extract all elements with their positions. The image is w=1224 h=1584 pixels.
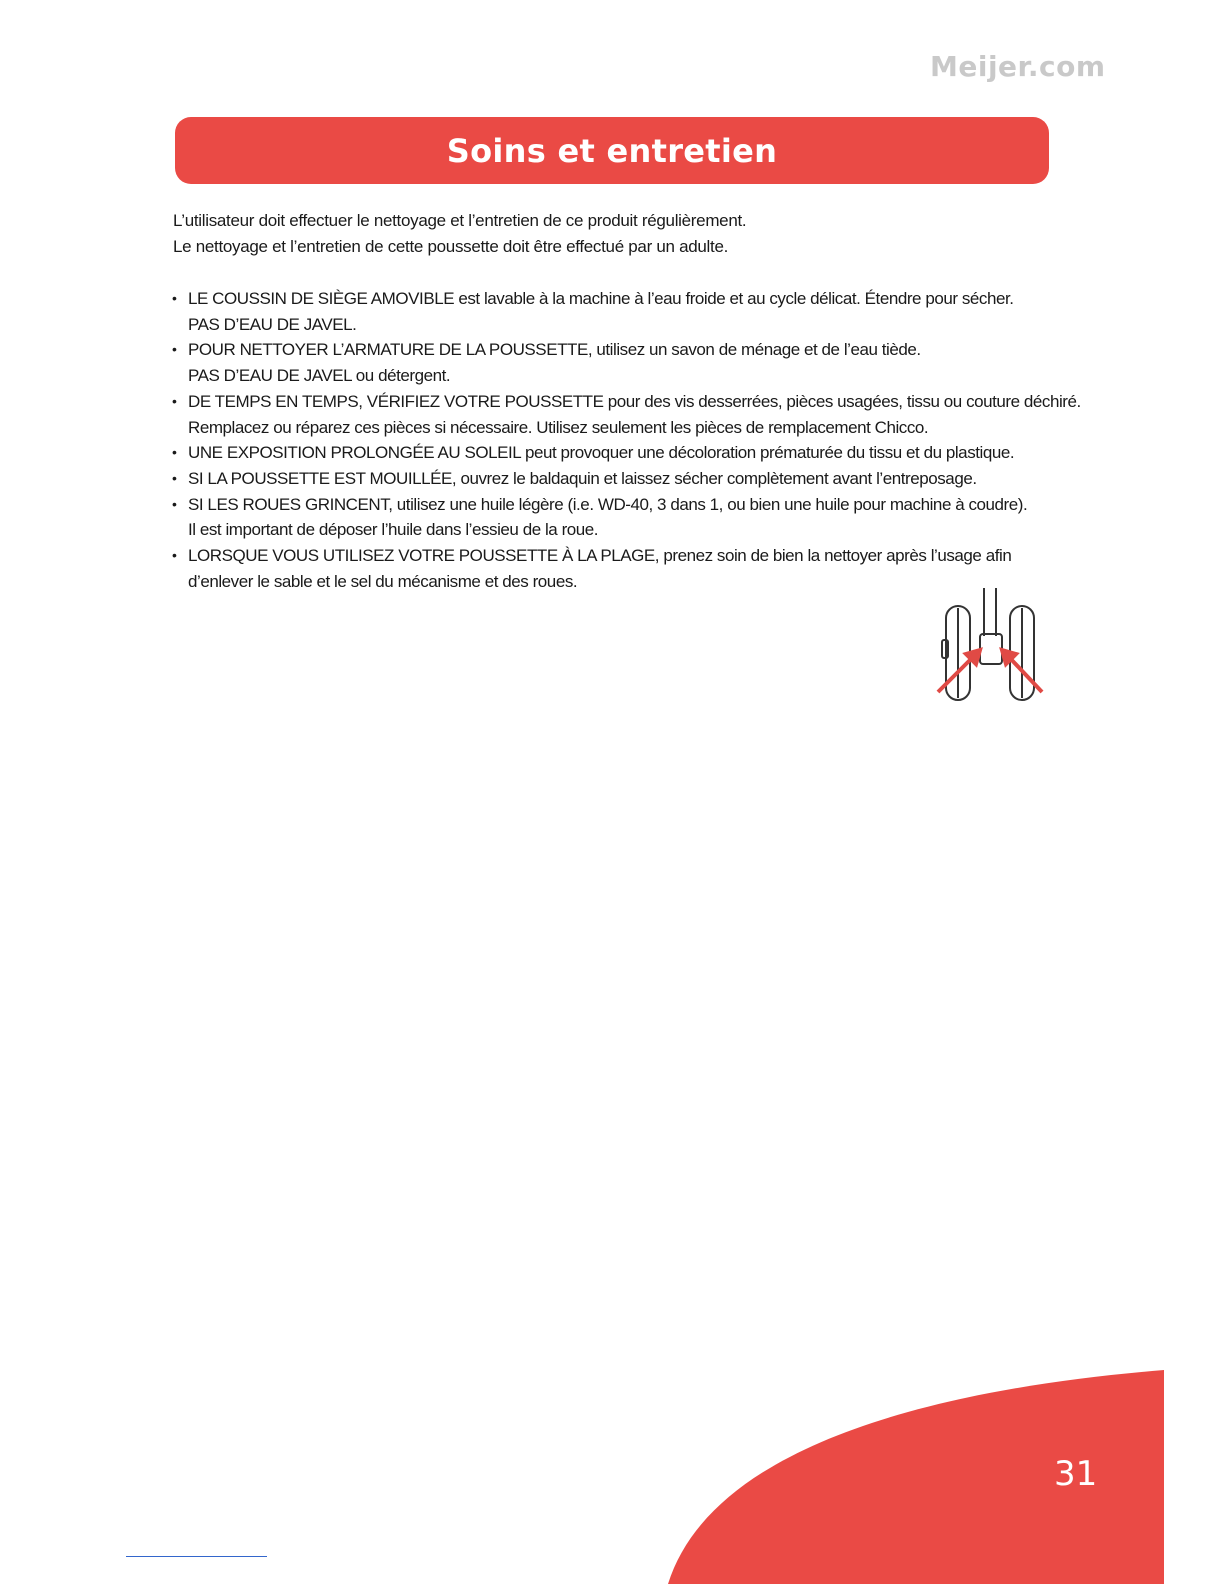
page-number: 31 [1054,1454,1098,1494]
section-title-bar [175,117,1049,184]
list-item [172,466,1092,492]
list-item [172,286,1092,337]
list-item [172,389,1092,440]
list-item-line: PAS D’EAU DE JAVEL ou détergent. [188,366,451,386]
list-item [172,337,1092,388]
bullet-icon: • [172,444,177,461]
intro-line: L’utilisateur doit effectuer le nettoyage et l’entretien de ce produit régulièrement. [173,211,747,230]
list-item-line: LE COUSSIN DE SIÈGE AMOVIBLE est lavable à la machine à l’eau froide et au cycle délicat. Étendre pour sécher. [188,289,1014,308]
list-item-line: LORSQUE VOUS UTILISEZ VOTRE POUSSETTE À LA PLAGE, prenez soin de bien la nettoyer après l’usage afin [188,546,1012,566]
bullet-icon: • [172,469,177,486]
list-item-line: POUR NETTOYER L’ARMATURE DE LA POUSSETTE, utilisez un savon de ménage et de l’eau tiède. [188,340,921,360]
list-item-line: DE TEMPS EN TEMPS, VÉRIFIEZ VOTRE POUSSETTE pour des vis desserrées, pièces usagées, tissu ou couture déchiré. [188,391,1081,411]
page-title: Soins et entretien [446,131,778,170]
bullet-icon: • [172,341,177,358]
intro-line: Le nettoyage et l’entretien de cette poussette doit être effectué par un adulte. [173,237,729,256]
list-item-line: SI LES ROUES GRINCENT, utilisez une huile légère (i.e. WD-40, 3 dans 1, ou bien une huile pour machine à coudre). [188,494,1028,514]
list-item-line: PAS D’EAU DE JAVEL. [188,314,357,334]
bullet-icon: • [172,290,177,306]
list-item-line: d’enlever le sable et le sel du mécanisme et des roues. [188,571,578,591]
care-instructions-list [172,286,1092,594]
bullet-icon: • [172,392,177,409]
list-item-line: Il est important de déposer l’huile dans l’essieu de la roue. [188,520,599,540]
list-item-line: Remplacez ou réparez ces pièces si nécessaire. Utilisez seulement les pièces de remplacement Chicco. [188,417,929,437]
list-item-line: SI LA POUSSETTE EST MOUILLÉE, ouvrez le baldaquin et laissez sécher complètement avant l’entreposage. [188,468,977,488]
watermark: Meijer.com [930,50,1106,83]
bullet-icon: • [172,547,177,564]
footer-link-underline[interactable] [126,1556,267,1557]
list-item [172,543,1092,594]
intro-text [173,208,1073,260]
oil-point-arrows [938,650,1042,692]
list-item-line: UNE EXPOSITION PROLONGÉE AU SOLEIL peut provoquer une décoloration prématurée du tissu et du plastique. [188,443,1015,463]
list-item [172,440,1092,466]
list-item [172,492,1092,543]
bullet-icon: • [172,495,177,512]
stroller-wheel-icon [930,588,1050,706]
